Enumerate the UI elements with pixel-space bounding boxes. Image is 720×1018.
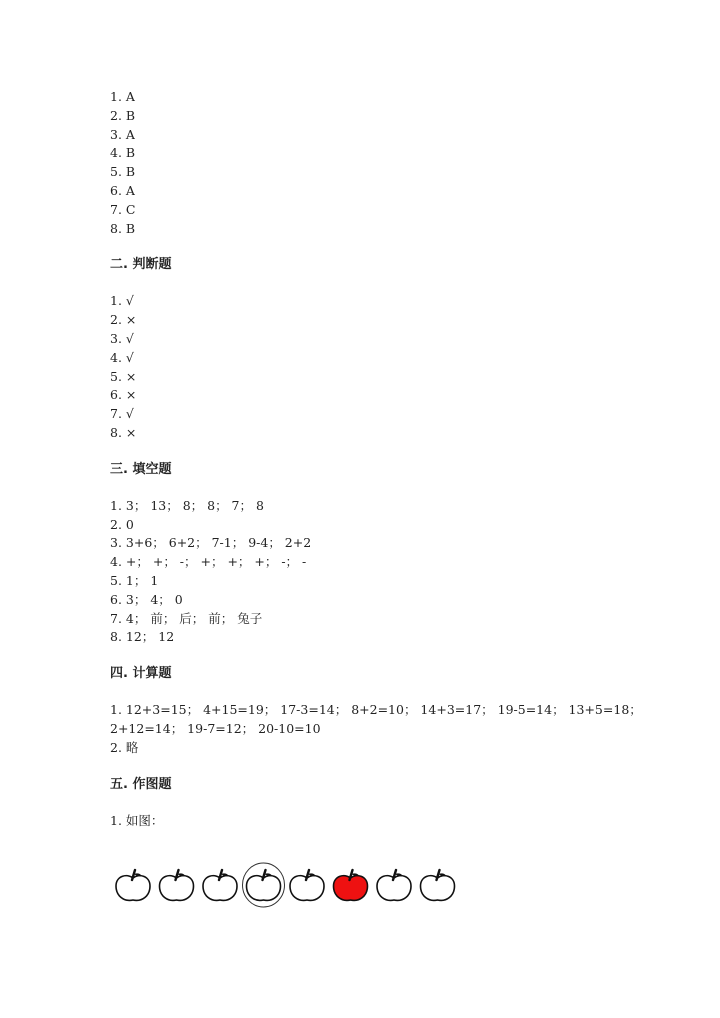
section-heading-fill-blank: 三. 填空题 bbox=[110, 461, 172, 477]
answer-line: 3. A bbox=[110, 126, 135, 142]
section-heading-drawing: 五. 作图题 bbox=[110, 776, 172, 792]
answer-document bbox=[110, 88, 642, 914]
section-drawing-answers bbox=[110, 812, 590, 915]
answer-line: 8. 12； 12 bbox=[110, 629, 175, 645]
answer-line: 4. B bbox=[110, 145, 136, 161]
answer-line: 6. × bbox=[110, 387, 137, 403]
answer-line: 6. 3； 4； 0 bbox=[110, 591, 183, 607]
answer-line: 7. C bbox=[110, 201, 136, 217]
answer-line: 5. 1； 1 bbox=[110, 572, 159, 588]
answer-line: 1. A bbox=[110, 89, 135, 104]
answer-line: 8. × bbox=[110, 424, 137, 440]
answer-line: 2. B bbox=[110, 107, 136, 123]
answer-line: 2. 0 bbox=[110, 516, 134, 532]
answer-line: 6. A bbox=[110, 182, 135, 198]
apple-icon bbox=[421, 870, 455, 900]
answer-line: 7. √ bbox=[110, 406, 134, 422]
answer-line: 5. × bbox=[110, 368, 137, 384]
apple-drawing bbox=[110, 854, 590, 914]
answer-line: 1. 3； 13； 8； 8； 7； 8 bbox=[110, 497, 264, 513]
section-judgement-answers bbox=[110, 292, 590, 442]
section-heading-judgement: 二. 判断题 bbox=[110, 257, 172, 273]
answer-line: 2. 略 bbox=[110, 739, 139, 755]
apple-icon bbox=[243, 863, 285, 907]
section-fill-blank-answers bbox=[110, 497, 590, 647]
answer-line: 4. √ bbox=[110, 349, 134, 365]
answer-line: 3. √ bbox=[110, 330, 134, 346]
apple-icon bbox=[116, 870, 150, 900]
section-choice-answers bbox=[110, 88, 590, 238]
answer-line: 2. × bbox=[110, 312, 137, 328]
answer-line: 4. +； +； -； +； +； +； -； - bbox=[110, 554, 307, 570]
answer-line: 8. B bbox=[110, 220, 136, 236]
answer-line: 1. 12+3=15； 4+15=19； 17-3=14； 8+2=10； 14+3=17； 19-5=14； 13+5=18； bbox=[110, 702, 642, 718]
apple-icon bbox=[290, 870, 324, 900]
apple-icon-red bbox=[334, 870, 368, 900]
section-calculation-answers bbox=[110, 701, 642, 757]
answer-line: 2+12=14； 19-7=12； 20-10=10 bbox=[110, 720, 321, 736]
answer-line: 5. B bbox=[110, 164, 136, 180]
answer-line: 1. √ bbox=[110, 293, 134, 309]
section-heading-calculation: 四. 计算题 bbox=[110, 666, 172, 682]
apple-icon bbox=[160, 870, 194, 900]
apple-icon bbox=[203, 870, 237, 900]
apple-row-figure bbox=[110, 854, 470, 914]
answer-line: 3. 3+6； 6+2； 7-1； 9-4； 2+2 bbox=[110, 535, 312, 551]
apple-icon bbox=[377, 870, 411, 900]
answer-line: 1. 如图： bbox=[110, 812, 164, 828]
answer-line: 7. 4； 前； 后； 前； 兔子 bbox=[110, 610, 263, 626]
